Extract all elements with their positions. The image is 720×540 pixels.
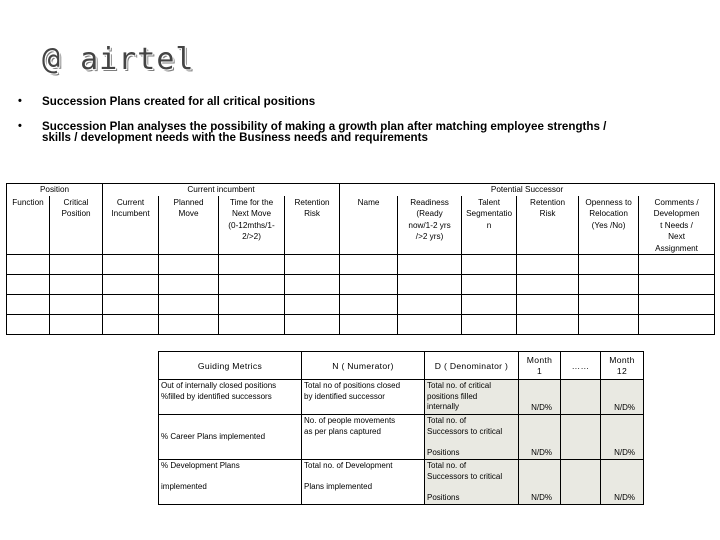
bullet-text: Succession Plan analyses the possibility of making a growth plan after matching employee strengths / skills / development needs with the Business needs and requirements bbox=[42, 120, 607, 144]
group-header-potential-successor: Potential Successor bbox=[340, 184, 715, 196]
table-cell bbox=[7, 315, 50, 335]
bullet-item bbox=[18, 96, 618, 107]
metrics-row bbox=[159, 460, 644, 505]
table-cell bbox=[7, 275, 50, 295]
bullet-text: Succession Plans created for all critical positions bbox=[42, 95, 316, 108]
metric-month-1-value: N/D% bbox=[519, 415, 561, 460]
metric-month-12-value: N/D% bbox=[601, 415, 644, 460]
table-cell bbox=[50, 315, 103, 335]
column-header-comments: Comments / Developmen t Needs / Next Assignment bbox=[639, 196, 715, 255]
table-cell bbox=[159, 295, 219, 315]
metric-name: % Career Plans implemented bbox=[159, 415, 302, 460]
metric-denominator: Total no. of Successors to critical Positions bbox=[425, 415, 519, 460]
table-cell bbox=[50, 275, 103, 295]
metric-numerator: Total no of positions closed by identified successor bbox=[302, 380, 425, 415]
metrics-header-denominator: D ( Denominator ) bbox=[425, 352, 519, 380]
table-cell bbox=[159, 275, 219, 295]
metric-name: Out of internally closed positions %filled by identified successors bbox=[159, 380, 302, 415]
table-cell bbox=[462, 255, 517, 275]
bullet-list bbox=[18, 96, 618, 157]
table-cell bbox=[285, 275, 340, 295]
table-cell bbox=[103, 315, 159, 335]
metric-name: % Development Plans implemented bbox=[159, 460, 302, 505]
succession-plan-table bbox=[6, 183, 715, 335]
table-cell bbox=[579, 255, 639, 275]
table-cell bbox=[517, 255, 579, 275]
table-cell bbox=[50, 295, 103, 315]
table-cell bbox=[398, 255, 462, 275]
table-cell bbox=[103, 275, 159, 295]
table-cell bbox=[219, 295, 285, 315]
metric-ellipsis-cell bbox=[561, 380, 601, 415]
metric-denominator: Total no. of Successors to critical Positions bbox=[425, 460, 519, 505]
column-header-readiness: Readiness (Ready now/1-2 yrs />2 yrs) bbox=[398, 196, 462, 255]
table-cell bbox=[7, 295, 50, 315]
metrics-row bbox=[159, 415, 644, 460]
table-cell bbox=[159, 255, 219, 275]
metrics-header-ellipsis: …… bbox=[561, 352, 601, 380]
table-cell bbox=[285, 255, 340, 275]
table-cell bbox=[517, 315, 579, 335]
table-cell bbox=[159, 315, 219, 335]
table-cell bbox=[340, 275, 398, 295]
metric-month-12-value: N/D% bbox=[601, 380, 644, 415]
table-cell bbox=[285, 315, 340, 335]
table-cell bbox=[462, 295, 517, 315]
table-cell bbox=[340, 255, 398, 275]
metrics-header-month-1: Month 1 bbox=[519, 352, 561, 380]
metric-ellipsis-cell bbox=[561, 415, 601, 460]
metric-month-1-value: N/D% bbox=[519, 460, 561, 505]
metrics-header-month-12: Month 12 bbox=[601, 352, 644, 380]
table-cell bbox=[340, 315, 398, 335]
table-cell bbox=[285, 295, 340, 315]
table-row bbox=[7, 255, 715, 275]
table-cell bbox=[103, 255, 159, 275]
table-cell bbox=[50, 255, 103, 275]
metrics-header-numerator: N ( Numerator) bbox=[302, 352, 425, 380]
guiding-metrics-table bbox=[158, 351, 644, 505]
table-row bbox=[7, 315, 715, 335]
table-cell bbox=[398, 275, 462, 295]
group-header-current-incumbent: Current incumbent bbox=[103, 184, 340, 196]
column-header-name: Name bbox=[340, 196, 398, 255]
metrics-row bbox=[159, 380, 644, 415]
airtel-logo-title: @ airtel bbox=[42, 42, 195, 77]
table-cell bbox=[7, 255, 50, 275]
table-cell bbox=[219, 275, 285, 295]
table-cell bbox=[462, 315, 517, 335]
metric-month-12-value: N/D% bbox=[601, 460, 644, 505]
table-cell bbox=[398, 315, 462, 335]
metric-denominator: Total no. of critical positions filled internally bbox=[425, 380, 519, 415]
table-row bbox=[7, 275, 715, 295]
column-header-talent-segmentation: Talent Segmentatio n bbox=[462, 196, 517, 255]
column-header-critical-position: Critical Position bbox=[50, 196, 103, 255]
column-header-planned-move: Planned Move bbox=[159, 196, 219, 255]
table-cell bbox=[579, 275, 639, 295]
column-header-openness-to-relocation: Openness to Relocation (Yes /No) bbox=[579, 196, 639, 255]
column-header-function: Function bbox=[7, 196, 50, 255]
metric-numerator: Total no. of Development Plans implemented bbox=[302, 460, 425, 505]
column-header-time-next-move: Time for the Next Move (0-12mths/1- 2/>2) bbox=[219, 196, 285, 255]
table-cell bbox=[579, 295, 639, 315]
table-cell bbox=[579, 315, 639, 335]
table-cell bbox=[219, 315, 285, 335]
table-row bbox=[7, 295, 715, 315]
metric-month-1-value: N/D% bbox=[519, 380, 561, 415]
table-cell bbox=[517, 295, 579, 315]
metrics-header-guiding-metrics: Guiding Metrics bbox=[159, 352, 302, 380]
metric-ellipsis-cell bbox=[561, 460, 601, 505]
bullet-dot-icon: • bbox=[18, 95, 22, 107]
bullet-dot-icon: • bbox=[18, 120, 22, 132]
table-cell bbox=[462, 275, 517, 295]
metric-numerator: No. of people movements as per plans captured bbox=[302, 415, 425, 460]
column-header-successor-retention-risk: Retention Risk bbox=[517, 196, 579, 255]
group-header-position: Position bbox=[7, 184, 103, 196]
table-cell bbox=[639, 295, 715, 315]
table-cell bbox=[219, 255, 285, 275]
bullet-item bbox=[18, 121, 618, 143]
table-cell bbox=[517, 275, 579, 295]
table-cell bbox=[398, 295, 462, 315]
table-cell bbox=[639, 315, 715, 335]
table-cell bbox=[103, 295, 159, 315]
column-header-retention-risk: Retention Risk bbox=[285, 196, 340, 255]
table-cell bbox=[639, 255, 715, 275]
table-cell bbox=[639, 275, 715, 295]
column-header-current-incumbent: Current Incumbent bbox=[103, 196, 159, 255]
table-cell bbox=[340, 295, 398, 315]
